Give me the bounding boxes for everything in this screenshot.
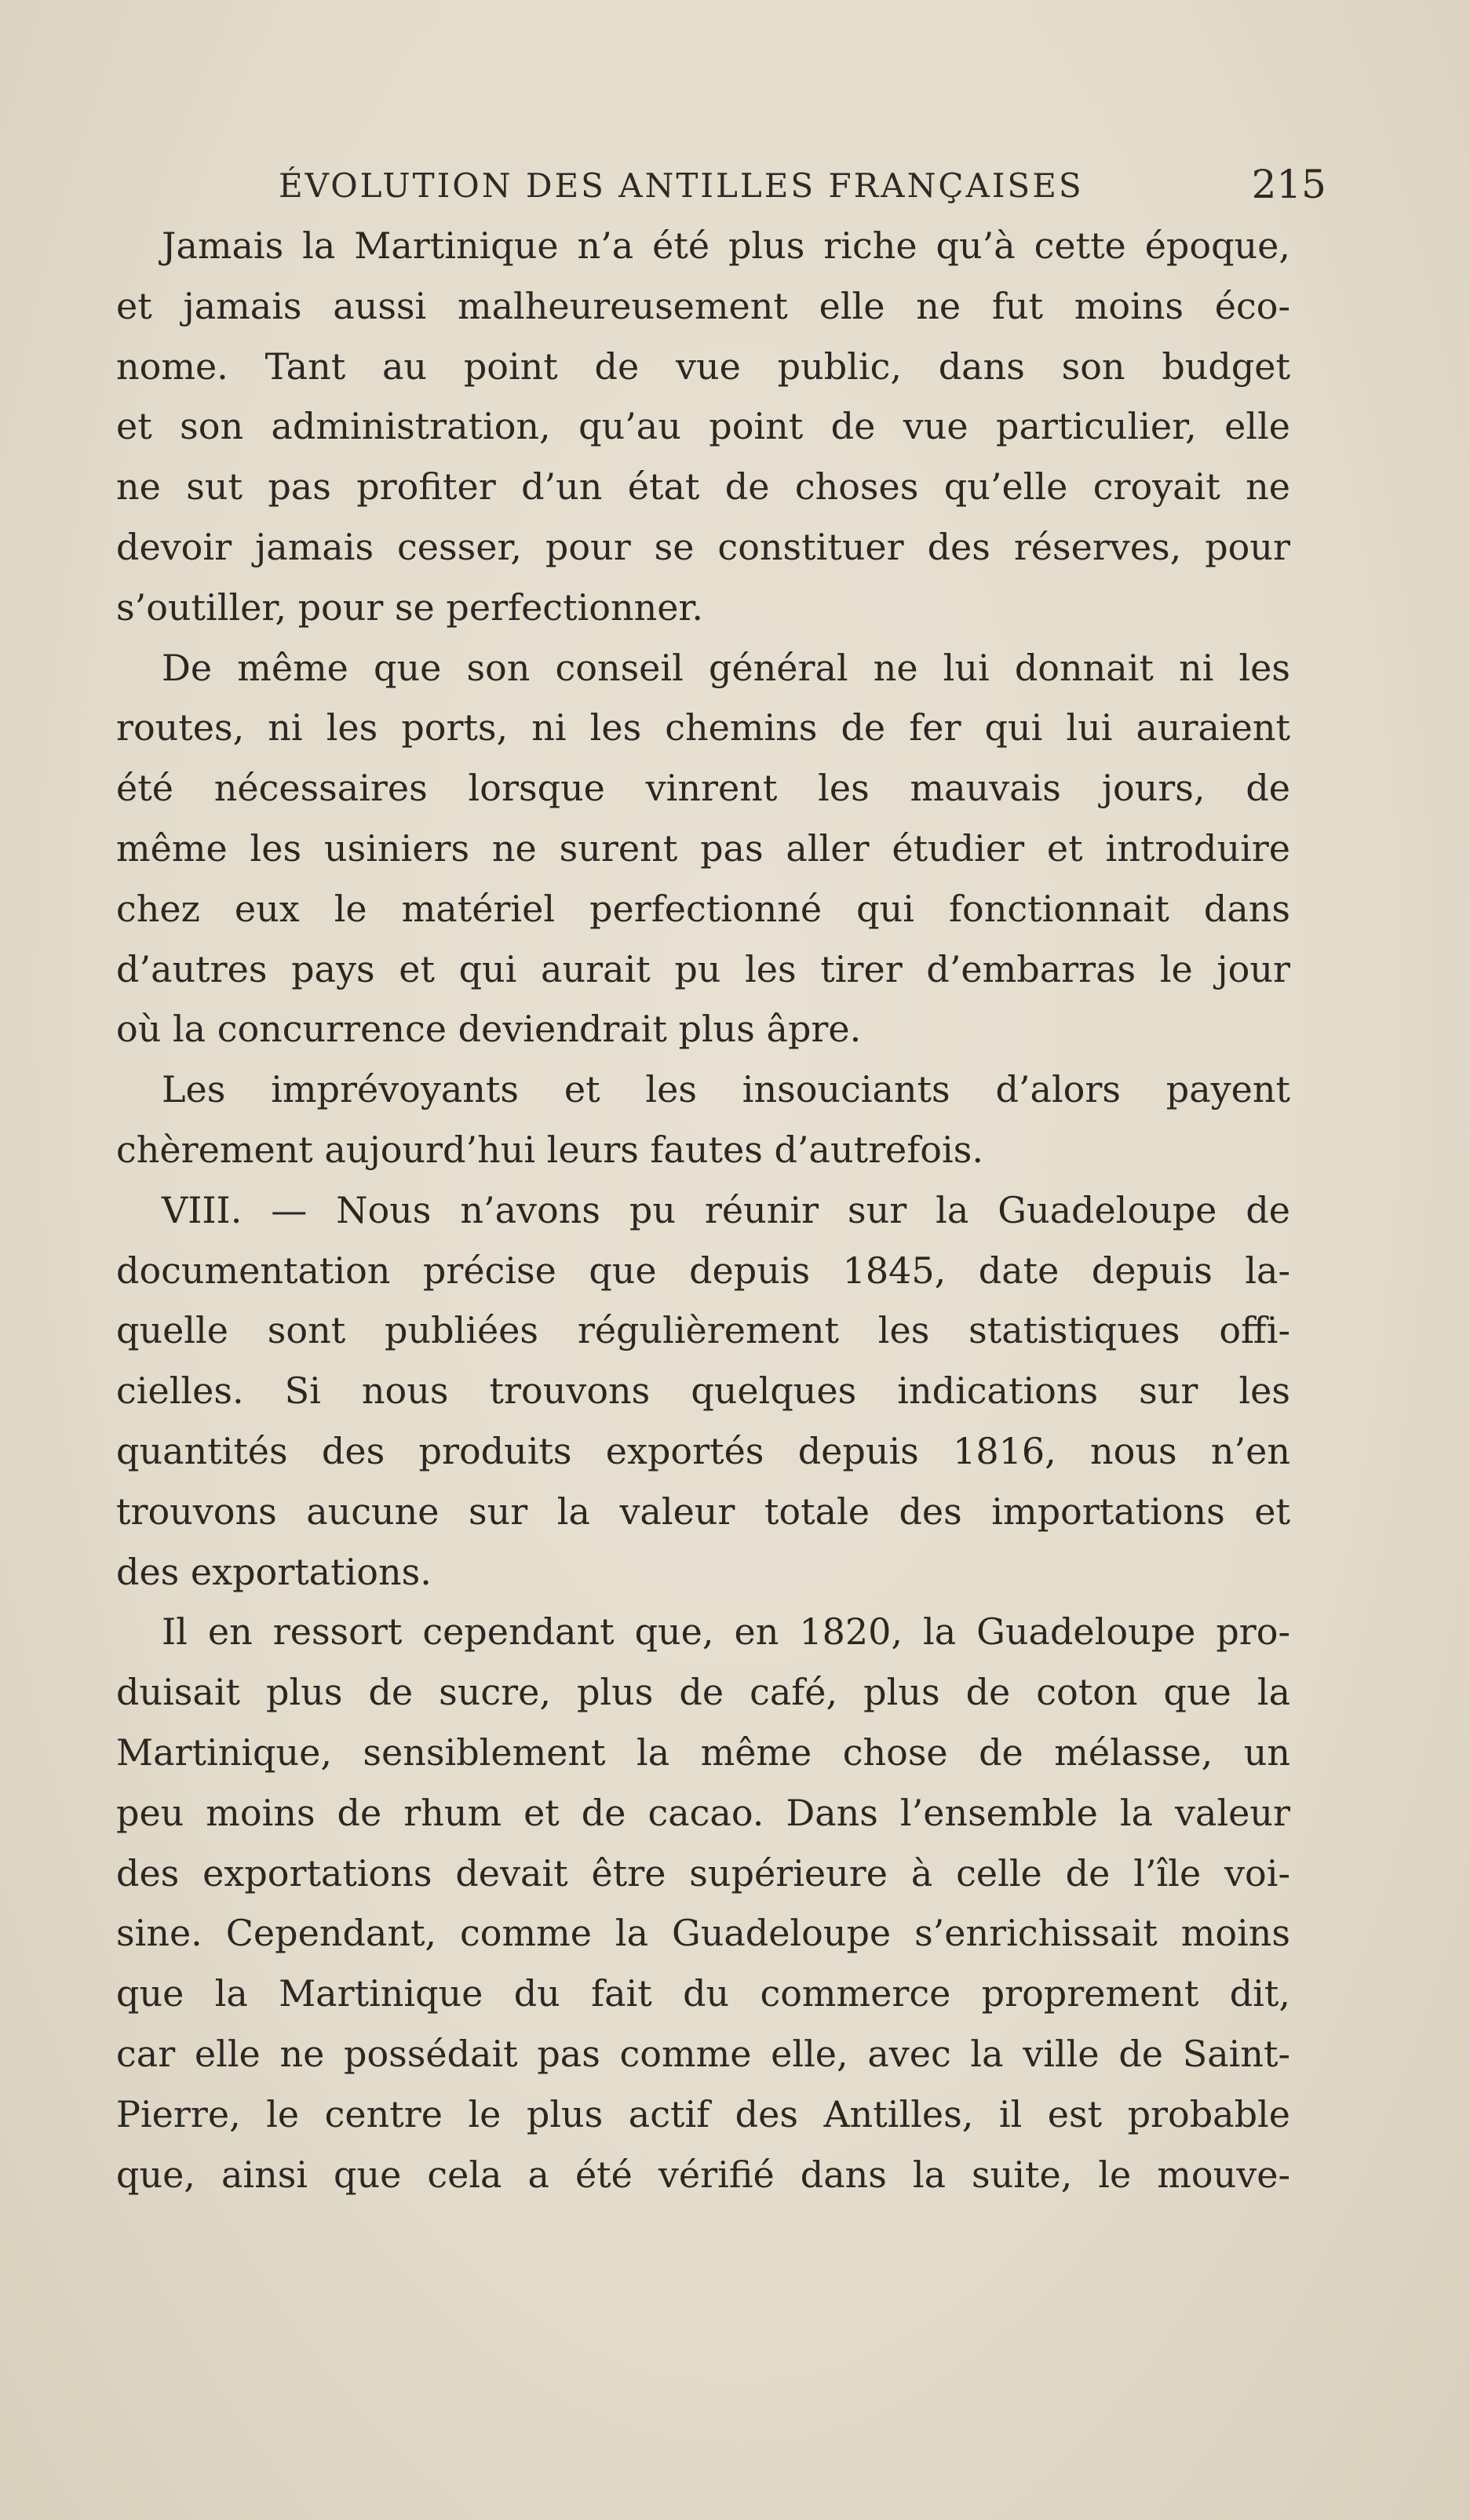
text-line: que, ainsi que cela a été vérifié dans la suite, le mouve- (116, 2153, 1290, 2196)
page-header (118, 162, 1326, 213)
text-line: quantités des produits exportés depuis 1816, nous n’en (116, 1429, 1290, 1472)
text-line: même les usiniers ne surent pas aller étudier et introduire (116, 826, 1290, 870)
text-line: De même que son conseil général ne lui donnait ni les (162, 646, 1290, 689)
text-line: des exportations devait être supérieure à celle de l’île voi- (116, 1851, 1290, 1895)
paragraph (116, 1189, 1290, 1611)
text-line: et jamais aussi malheureusement elle ne fut moins éco- (116, 284, 1290, 327)
text-line: où la concurrence deviendrait plus âpre. (116, 1008, 862, 1051)
text-line: routes, ni les ports, ni les chemins de fer qui lui auraient (116, 706, 1290, 749)
paragraph (116, 647, 1290, 1069)
text-line: devoir jamais cesser, pour se constituer des réserves, pour (116, 525, 1290, 568)
text-line: chez eux le matériel perfectionné qui fonctionnait dans (116, 887, 1290, 930)
text-line: et son administration, qu’au point de vue particulier, elle (116, 405, 1290, 448)
text-line: s’outiller, pour se perfectionner. (116, 585, 703, 629)
paragraph (116, 1610, 1290, 2213)
text-line: Jamais la Martinique n’a été plus riche qu’à cette époque, (162, 224, 1290, 267)
text-line: duisait plus de sucre, plus de café, plus de coton que la (116, 1671, 1290, 1714)
text-line: car elle ne possédait pas comme elle, avec la ville de Saint- (116, 2032, 1290, 2075)
section-heading-line: VIII. — Nous n’avons pu réunir sur la Guadeloupe de (162, 1188, 1290, 1231)
text-line: que la Martinique du fait du commerce proprement dit, (116, 1972, 1290, 2015)
text-line: peu moins de rhum et de cacao. Dans l’ensemble la valeur (116, 1791, 1290, 1834)
text-line: trouvons aucune sur la valeur totale des importations et (116, 1490, 1290, 1533)
text-line: sine. Cependant, comme la Guadeloupe s’enrichissait moins (116, 1912, 1290, 1955)
text-line: chèrement aujourd’hui leurs fautes d’autrefois. (116, 1128, 983, 1171)
text-line: des exportations. (116, 1550, 432, 1593)
text-line: été nécessaires lorsque vinrent les mauvais jours, de (116, 767, 1290, 810)
text-line: nome. Tant au point de vue public, dans son budget (116, 345, 1290, 388)
text-line: Il en ressort cependant que, en 1820, la Guadeloupe pro- (162, 1610, 1290, 1654)
paragraph (116, 224, 1290, 647)
text-line: quelle sont publiées régulièrement les statistiques offi- (116, 1309, 1290, 1352)
text-line: Pierre, le centre le plus actif des Antilles, il est probable (116, 2092, 1290, 2135)
body-text (116, 224, 1290, 2213)
text-line: ne sut pas profiter d’un état de choses qu’elle croyait ne (116, 465, 1290, 509)
running-title: ÉVOLUTION DES ANTILLES FRANÇAISES (279, 166, 1084, 205)
text-line: Martinique, sensiblement la même chose de mélasse, un (116, 1730, 1290, 1774)
text-line: Les imprévoyants et les insouciants d’alors payent (162, 1068, 1290, 1111)
page-number: 215 (1251, 162, 1326, 207)
text-line: cielles. Si nous trouvons quelques indications sur les (116, 1369, 1290, 1413)
paragraph (116, 1068, 1290, 1189)
text-line: d’autres pays et qui aurait pu les tirer d’embarras le jour (116, 947, 1290, 990)
text-line: documentation précise que depuis 1845, date depuis la- (116, 1249, 1290, 1292)
